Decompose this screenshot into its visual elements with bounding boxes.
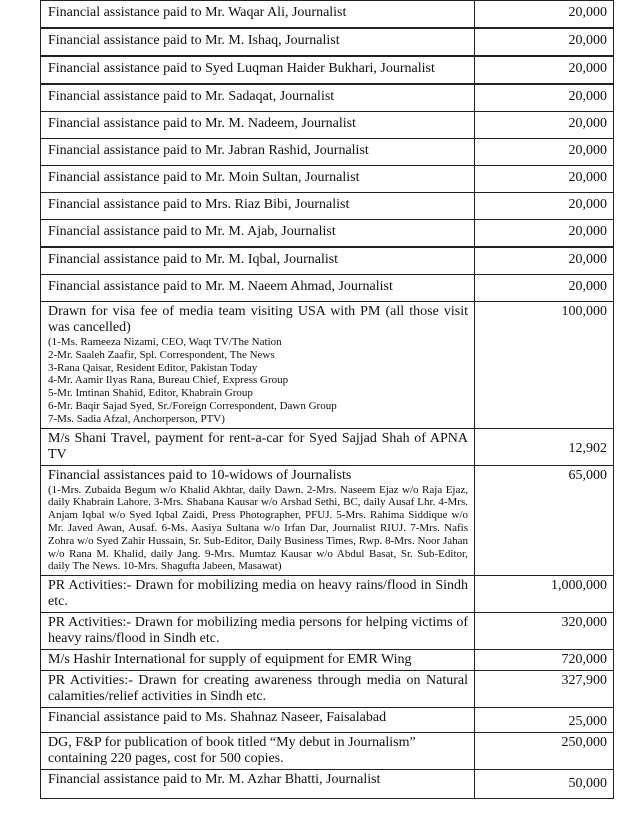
table-row <box>41 770 614 799</box>
row-description: Financial assistance paid to Syed Luqman Haider Bukhari, Journalist <box>48 61 435 76</box>
table-row <box>41 275 614 302</box>
row-amount: 20,000 <box>568 252 607 267</box>
row-amount: 20,000 <box>568 33 607 48</box>
row-description: M/s Shani Travel, payment for rent-a-car for Syed Sajjad Shah of APNA TV <box>48 430 468 462</box>
table-row <box>41 465 614 576</box>
table-row <box>41 139 614 166</box>
table-row <box>41 302 614 429</box>
row-description: PR Activities:- Drawn for creating awareness through media on Natural calamities/relief activities in Sindh etc. <box>48 673 468 705</box>
row-amount: 20,000 <box>568 116 607 131</box>
detail-line: 3-Rana Qaisar, Resident Editor, Pakistan Today <box>48 361 258 374</box>
row-amount: 12,902 <box>568 440 607 456</box>
row-description: Financial assistance paid to Mr. M. Ajab, Journalist <box>48 224 336 239</box>
row-amount: 20,000 <box>568 279 607 294</box>
row-description: Financial assistance paid to Mr. Moin Sultan, Journalist <box>48 170 360 185</box>
table-row <box>41 428 614 465</box>
table-row <box>41 112 614 139</box>
detail-line: 7-Ms. Sadia Afzal, Anchorperson, PTV) <box>48 412 225 425</box>
row-amount: 20,000 <box>568 197 607 212</box>
row-description: Financial assistance paid to Ms. Shahnaz Naseer, Faisalabad <box>48 710 387 726</box>
row-description: Financial assistance paid to Mr. M. Iqbal, Journalist <box>48 252 339 267</box>
detail-line: 6-Mr. Baqir Sajad Syed, Sr./Foreign Correspondent, Dawn Group <box>48 399 337 412</box>
row-description: Drawn for visa fee of media team visiting USA with PM (all those visit was cancelled) <box>48 304 468 335</box>
detail-paragraph: (1-Mrs. Zubaida Begum w/o Khalid Akhtar, daily Dawn. 2-Mrs. Naseem Ejaz w/o Raja Ejaz, daily Khabrain Lahore. 3-Mrs. Shabana Kausar w/o Arshad Sethi, BC, daily Ausaf Lhr. 4-Mrs. Anjam Iqbal w/o Syed Iqbal Zaidi, Press Photographer, PFUJ. 5-Mrs. Rahima Siddique w/o Mr. Javed Awan, Ausaf. 6-Ms. Aasiya Sultana w/o Irfan Dar, Journalist RIUJ. 7-Mrs. Nafis Zohra w/o Syed Zahir Hussain, Sr. Sub-Editor, Daily Business Times, Rwp. 8-Mrs. Noor Jahan w/o Rana M. Khalid, daily Jang. 9-Mrs. Mumtaz Kausar w/o Abdul Basat, Sr. Sub-Editor, daily The News. 10-Mrs. Shagufta Jabeen, Masawat) <box>48 483 468 573</box>
row-description: PR Activities:- Drawn for mobilizing media on heavy rains/flood in Sindh etc. <box>48 578 468 610</box>
row-description: Financial assistance paid to Mrs. Riaz Bibi, Journalist <box>48 197 350 212</box>
detail-line: (1-Ms. Rameeza Nizami, CEO, Waqt TV/The Nation <box>48 336 282 348</box>
detail-line: 4-Mr. Aamir Ilyas Rana, Bureau Chief, Express Group <box>48 374 289 387</box>
row-description: Financial assistance paid to Mr. M. Azhar Bhatti, Journalist <box>48 772 381 788</box>
table-row <box>41 733 614 770</box>
row-amount: 25,000 <box>568 714 607 730</box>
row-description: Financial assistance paid to Mr. Waqar Ali, Journalist <box>48 5 347 20</box>
row-amount: 65,000 <box>568 467 607 483</box>
row-amount: 20,000 <box>568 5 607 20</box>
row-description: Financial assistance paid to Mr. Sadaqat, Journalist <box>48 89 335 104</box>
row-amount: 20,000 <box>568 224 607 239</box>
table-row <box>41 1 614 29</box>
row-description: Financial assistance paid to Mr. M. Ishaq, Journalist <box>48 33 340 48</box>
row-description: Financial assistance paid to Mr. M. Nadeem, Journalist <box>48 116 356 131</box>
row-amount: 100,000 <box>561 304 607 319</box>
row-amount: 250,000 <box>561 735 607 751</box>
row-description: Financial assistance paid to Mr. Jabran Rashid, Journalist <box>48 143 369 158</box>
row-description: Financial assistances paid to 10-widows of Journalists <box>48 467 352 483</box>
row-description: PR Activities:- Drawn for mobilizing media persons for helping victims of heavy rains/flood in Sindh etc. <box>48 615 468 647</box>
row-amount: 320,000 <box>561 615 607 631</box>
row-amount: 20,000 <box>568 61 607 76</box>
table-row <box>41 220 614 248</box>
row-amount: 20,000 <box>568 170 607 185</box>
detail-line: 5-Mr. Imtinan Shahid, Editor, Khabrain Group <box>48 387 253 400</box>
row-amount: 720,000 <box>561 652 607 668</box>
document-page <box>40 0 607 799</box>
table-row <box>41 613 614 650</box>
row-description: DG, F&P for publication of book titled “My debut in Journalism” containing 220 pages, cost for 500 copies. <box>48 735 416 767</box>
row-amount: 327,900 <box>561 673 607 689</box>
row-amount: 50,000 <box>568 776 607 792</box>
table-row <box>41 708 614 733</box>
table-row <box>41 84 614 112</box>
table-row <box>41 247 614 275</box>
table-row <box>41 650 614 671</box>
row-description: Financial assistance paid to Mr. M. Naeem Ahmad, Journalist <box>48 279 393 294</box>
detail-line: 2-Mr. Saaleh Zaafir, Spl. Correspondent, The News <box>48 348 275 361</box>
expense-table <box>40 0 614 799</box>
table-row <box>41 671 614 708</box>
table-row <box>41 166 614 193</box>
table-row <box>41 576 614 613</box>
row-amount: 1,000,000 <box>551 578 607 594</box>
table-row <box>41 28 614 56</box>
row-description: M/s Hashir International for supply of equipment for EMR Wing <box>48 652 412 668</box>
table-row <box>41 56 614 84</box>
table-row <box>41 193 614 220</box>
row-amount: 20,000 <box>568 143 607 158</box>
row-amount: 20,000 <box>568 89 607 104</box>
